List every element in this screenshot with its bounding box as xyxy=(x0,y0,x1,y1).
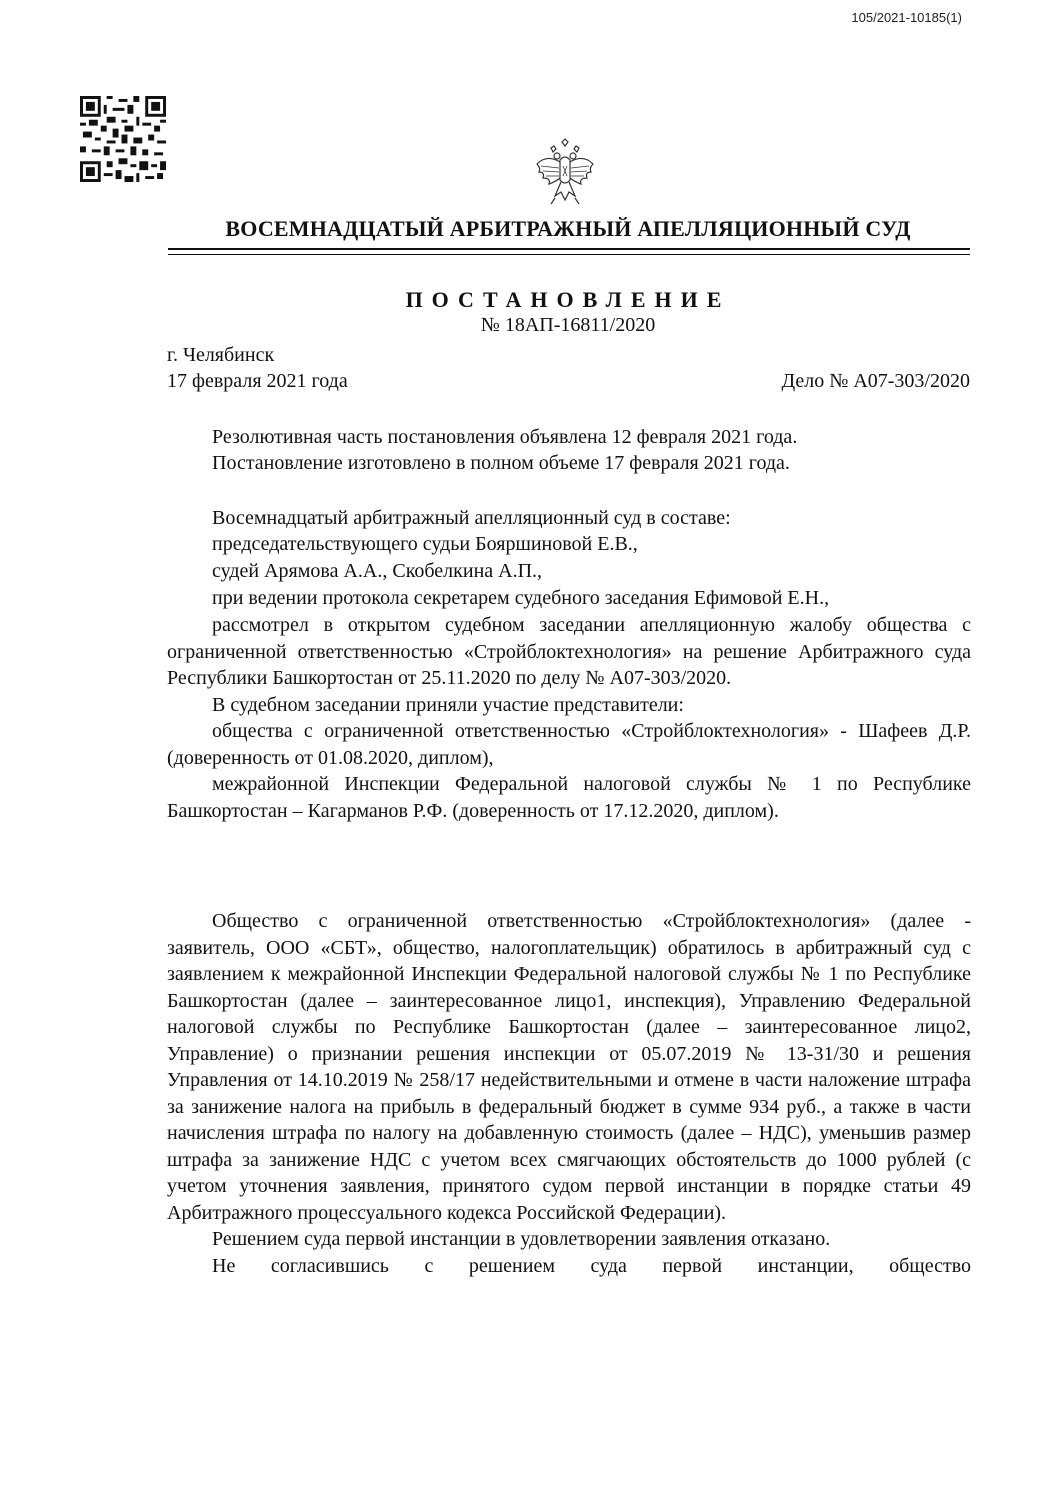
decision-date: 17 февраля 2021 года xyxy=(167,370,348,392)
court-name: ВОСЕМНАДЦАТЫЙ АРБИТРАЖНЫЙ АПЕЛЛЯЦИОННЫЙ СУД xyxy=(225,216,911,241)
considered-paragraph: рассмотрел в открытом судебном заседании апелляционную жалобу общества с ограниченной ответственностью «Стройблоктехнология» на решение Арбитражного суда Республики Башкортостан от 25.11.2020 по делу № А07-303/2020. xyxy=(167,614,971,689)
document-title: ПОСТАНОВЛЕНИЕ xyxy=(405,287,731,312)
header-divider-thin xyxy=(168,254,970,255)
coat-of-arms-emblem xyxy=(533,138,597,208)
announcement-line: Резолютивная часть постановления объявлена 12 февраля 2021 года. xyxy=(212,426,798,448)
composition-line: судей Арямова А.А., Скобелкина А.П., xyxy=(212,560,543,582)
city: г. Челябинск xyxy=(167,344,275,366)
participant-paragraph: межрайонной Инспекции Федеральной налоговой службы № 1 по Республике Башкортостан – Кагарманов Р.Ф. (доверенность от 17.12.2020, диплом). xyxy=(167,773,971,822)
composition-line: Восемнадцатый арбитражный апелляционный суд в составе: xyxy=(212,507,731,529)
composition-line: при ведении протокола секретарем судебного заседания Ефимовой Е.Н., xyxy=(212,587,830,609)
body-paragraph: Общество с ограниченной ответственностью «Стройблоктехнология» (далее - заявитель, ООО «СБТ», общество, налогоплательщик) обратилось в арбитражный суд с заявлением к межрайонной Инспекции Федеральной налоговой службы № 1 по Республике Башкортостан (далее – заинтересованное лицо1, инспекция), Управлению Федеральной налоговой службы по Республике Башкортостан (далее – заинтересованное лицо2, Управление) о признании решения инспекции от 05.07.2019 № 13-31/30 и решения Управления от 14.10.2019 № 258/17 недействительными и отмене в части наложение штрафа за занижение налога на прибыль в федеральный бюджет в сумме 934 руб., а также в части начисления штрафа по налогу на добавленную стоимость (далее – НДС), уменьшив размер штрафа за занижение НДС с учетом всех смягчающих обстоятельств до 1000 рублей (с учетом уточнения заявления, принятого судом первой инстанции в порядке статьи 49 Арбитражного процессуального кодекса Российской Федерации). xyxy=(167,910,971,1224)
body-paragraph: Решением суда первой инстанции в удовлетворении заявления отказано. xyxy=(212,1228,831,1250)
case-number: Дело № А07-303/2020 xyxy=(781,370,970,392)
participants-intro: В судебном заседании приняли участие представители: xyxy=(212,693,684,716)
qr-code xyxy=(80,96,166,182)
proceedings-block xyxy=(167,612,971,824)
document-number: 105/2021-10185(1) xyxy=(851,10,962,25)
composition-line: председательствующего судьи Бояршиновой Е.В., xyxy=(212,533,638,555)
body-paragraph: Не согласившись с решением суда первой инстанции, общество xyxy=(212,1254,971,1277)
main-text-block xyxy=(167,908,971,1279)
header-divider-thick xyxy=(168,248,970,250)
participant-paragraph: общества с ограниченной ответственностью «Стройблоктехнология» - Шафеев Д.Р. (доверенность от 01.08.2020, диплом), xyxy=(167,720,971,769)
announcement-line: Постановление изготовлено в полном объеме 17 февраля 2021 года. xyxy=(212,452,790,474)
resolution-number: № 18АП-16811/2020 xyxy=(480,314,656,336)
